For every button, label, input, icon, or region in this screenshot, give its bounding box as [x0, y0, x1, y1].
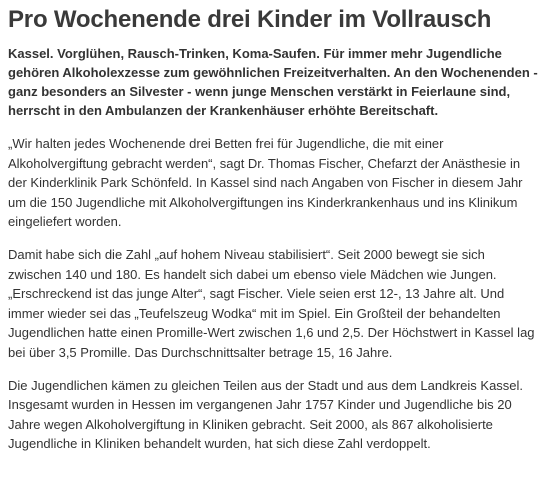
article-lead: Kassel. Vorglühen, Rausch-Trinken, Koma-Saufen. Für immer mehr Jugendliche gehören Alkoholexzesse zum gewöhnlichen Freizeitverhalten. An den Wochenenden - ganz besonders an Silvester - wenn junge Menschen verstärkt in Feierlaune sind, herrscht in den Ambulanzen der Krankenhäuser erhöhte Bereitschaft. — [8, 46, 538, 118]
article-headline: Pro Wochenende drei Kinder im Vollrausch — [8, 6, 492, 33]
article-paragraph-3: Die Jugendlichen kämen zu gleichen Teilen aus der Stadt und aus dem Landkreis Kassel. Insgesamt wurden in Hessen im vergangenen Jahr 1757 Kinder und Jugendliche bis 20 Jahre wegen Alkoholvergiftung in Kliniken gebracht. Seit 2000, als 867 alkoholisierte Jugendliche in Kliniken behandelt wurden, hat sich diese Zahl verdoppelt. — [8, 377, 524, 452]
article-paragraph-1: „Wir halten jedes Wochenende drei Betten frei für Jugendliche, die mit einer Alkoholvergiftung gebracht werden“, sagt Dr. Thomas Fischer, Chefarzt der Anästhesie in der Kinderklinik Park Schönfeld. In Kassel sind nach Angaben von Fischer in diesem Jahr um die 150 Jugendliche mit Alkoholvergiftungen ins Kinderkrankenhaus und ins Klinikum eingeliefert worden. — [8, 136, 523, 230]
article-paragraph-2: Damit habe sich die Zahl „auf hohem Niveau stabilisiert“. Seit 2000 bewegt sie sich zwischen 140 und 180. Es handelt sich dabei um ebenso viele Mädchen wie Jungen. „Erschreckend ist das junge Alter“, sagt Fischer. Viele seien erst 12-, 13 Jahre alt. Und immer wieder sei das „Teufelszeug Wodka“ mit im Spiel. Ein Großteil der behandelten Jugendlichen hatte einen Promille-Wert zwischen 1,6 und 2,5. Der Höchstwert in Kassel lag bei über 3,5 Promille. Das Durchschnittsalter betrage 15, 16 Jahre. — [8, 246, 535, 360]
